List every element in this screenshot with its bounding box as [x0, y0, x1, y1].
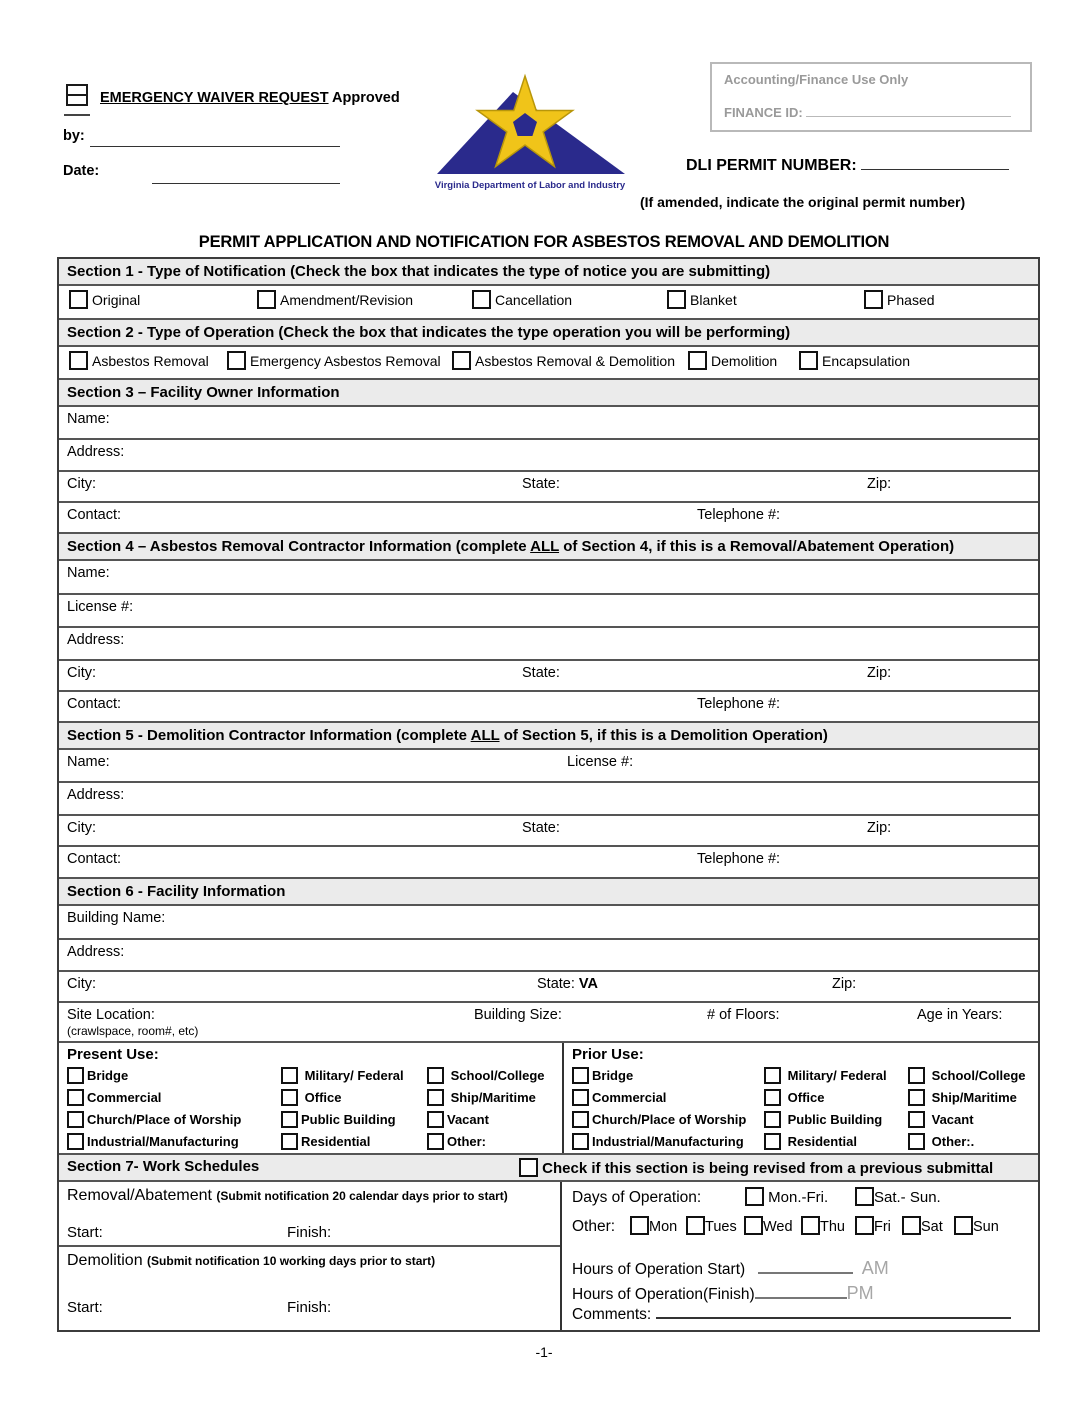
hours-start-line — [572, 1258, 889, 1279]
s6-state-text: State: — [537, 976, 575, 992]
sat-sun-label: Sat.- Sun. — [874, 1189, 941, 1206]
present-residential-label: Residential — [301, 1134, 371, 1149]
s6-state-value: VA — [578, 976, 598, 992]
present-use-cell — [59, 1043, 562, 1153]
checkbox-sun[interactable] — [954, 1216, 973, 1235]
approved-date-line[interactable] — [152, 183, 340, 184]
s4-telephone-label: Telephone #: — [697, 696, 781, 712]
section1-header: Section 1 - Type of Notification (Check the box that indicates the type of notice you are submitting) — [59, 259, 1038, 284]
emergency-waiver-checkbox[interactable] — [66, 84, 88, 106]
prior-military-label: Military/ Federal — [787, 1068, 887, 1083]
s4-address-row[interactable] — [59, 626, 1038, 659]
demolition-schedule — [59, 1245, 560, 1330]
s3-zip-label: Zip: — [867, 476, 892, 492]
s5-name-label: Name: — [67, 754, 110, 770]
schedule-right-cell — [562, 1182, 1038, 1330]
removal-title-line — [67, 1187, 508, 1205]
comments-line — [572, 1306, 1011, 1324]
checkbox-present-other[interactable] — [427, 1133, 444, 1150]
age-label: Age in Years: — [917, 1007, 1003, 1023]
site-location-sub-label: (crawlspace, room#, etc) — [67, 1024, 199, 1038]
s4-license-row[interactable] — [59, 593, 1038, 626]
checkbox-present-bridge[interactable] — [67, 1067, 84, 1084]
checkbox-present-office[interactable] — [281, 1089, 298, 1106]
building-size-label: Building Size: — [474, 1007, 562, 1023]
prior-church-label: Church/Place of Worship — [592, 1112, 747, 1127]
checkbox-blanket[interactable] — [667, 290, 686, 309]
checkbox-asbestos-removal[interactable] — [69, 351, 88, 370]
s5-address-row[interactable] — [59, 781, 1038, 814]
checkbox-present-church[interactable] — [67, 1111, 84, 1128]
checkbox-mon[interactable] — [630, 1216, 649, 1235]
option-asbestos-removal-demolition: Asbestos Removal & Demolition — [475, 353, 676, 369]
prior-use-title: Prior Use: — [572, 1046, 644, 1063]
checkbox-present-ship[interactable] — [427, 1089, 444, 1106]
checkbox-mon-fri[interactable] — [745, 1187, 764, 1206]
s4-name-label: Name: — [67, 565, 110, 581]
emergency-waiver-label: EMERGENCY WAIVER REQUEST — [100, 90, 329, 106]
s6-state-label — [537, 976, 598, 992]
s5-title-all: ALL — [470, 727, 500, 744]
s6-city-label: City: — [67, 976, 96, 992]
s5-address-label: Address: — [67, 787, 125, 803]
prior-bridge-label: Bridge — [592, 1068, 634, 1083]
s5-city-label: City: — [67, 820, 96, 836]
s4-contact-label: Contact: — [67, 696, 121, 712]
dli-permit-label: DLI PERMIT NUMBER: — [686, 157, 857, 174]
s4-name-row[interactable] — [59, 559, 1038, 593]
s5-title-part2: of Section 5, if this is a Demolition Operation) — [499, 727, 828, 744]
option-amendment-revision: Amendment/Revision — [280, 292, 414, 308]
s5-contact-row[interactable] — [59, 845, 1038, 877]
checkbox-present-vacant[interactable] — [427, 1111, 444, 1128]
section3-header: Section 3 – Facility Owner Information — [59, 378, 1038, 405]
hours-finish-input-line[interactable] — [755, 1286, 847, 1299]
removal-finish-label[interactable]: Finish: — [287, 1224, 332, 1241]
checkbox-amendment-revision[interactable] — [257, 290, 276, 309]
floors-label: # of Floors: — [707, 1007, 780, 1023]
section7-body — [59, 1180, 1038, 1330]
option-blanket: Blanket — [690, 292, 737, 308]
s6-building-name-label: Building Name: — [67, 910, 166, 926]
section5-header — [59, 721, 1038, 748]
sat-label: Sat — [921, 1219, 943, 1235]
page-title: PERMIT APPLICATION AND NOTIFICATION FOR ASBESTOS REMOVAL AND DEMOLITION — [198, 233, 890, 251]
checkbox-prior-ship[interactable] — [908, 1089, 925, 1106]
approved-date-label: Date: — [63, 163, 100, 179]
option-cancellation: Cancellation — [495, 292, 573, 308]
prior-other-label: Other:. — [931, 1134, 975, 1149]
s5-name-row[interactable] — [59, 748, 1038, 781]
removal-note: (Submit notification 20 calendar days prior to start) — [216, 1189, 508, 1203]
vdli-logo — [425, 62, 635, 197]
checkbox-demolition[interactable] — [688, 351, 707, 370]
dli-permit-row — [686, 157, 1009, 175]
comments-label: Comments: — [572, 1306, 652, 1323]
prior-public-building-label: Public Building — [787, 1112, 883, 1127]
prior-use-cell — [562, 1043, 1038, 1153]
dli-permit-line[interactable] — [861, 157, 1009, 170]
section6-header: Section 6 - Facility Information — [59, 877, 1038, 904]
s4-state-label: State: — [522, 665, 560, 681]
comments-input-line[interactable] — [656, 1306, 1011, 1319]
present-other-label: Other: — [447, 1134, 486, 1149]
prior-ship-label: Ship/Maritime — [931, 1090, 1017, 1105]
checkbox-present-commercial[interactable] — [67, 1089, 84, 1106]
checkbox-wed[interactable] — [744, 1216, 763, 1235]
use-row — [59, 1041, 1038, 1153]
section7-header — [59, 1153, 1038, 1180]
prior-commercial-label: Commercial — [592, 1090, 667, 1105]
checkbox-sat-sun[interactable] — [855, 1187, 874, 1206]
checkbox-prior-military[interactable] — [764, 1067, 781, 1084]
checkbox-prior-public-building[interactable] — [764, 1111, 781, 1128]
s4-title-all: ALL — [530, 538, 560, 555]
s3-name-label: Name: — [67, 411, 110, 427]
section7-title: Section 7- Work Schedules — [67, 1158, 260, 1175]
present-office-label: Office — [304, 1090, 342, 1105]
demolition-title-line — [67, 1252, 435, 1270]
s6-zip-label: Zip: — [832, 976, 857, 992]
site-location-label: Site Location: — [67, 1007, 155, 1023]
s6-address-row[interactable] — [59, 938, 1038, 970]
checkbox-thu[interactable] — [801, 1216, 820, 1235]
am-label: AM — [861, 1258, 889, 1278]
s6-address-label: Address: — [67, 944, 125, 960]
checkbox-tues[interactable] — [686, 1216, 705, 1235]
s4-city-label: City: — [67, 665, 96, 681]
present-church-label: Church/Place of Worship — [87, 1112, 242, 1127]
option-encapsulation: Encapsulation — [822, 353, 910, 369]
removal-start-label[interactable]: Start: — [67, 1224, 103, 1241]
prior-vacant-label: Vacant — [931, 1112, 974, 1127]
checkbox-asbestos-removal-demolition[interactable] — [452, 351, 471, 370]
checkbox-present-residential[interactable] — [281, 1133, 298, 1150]
checkbox-fri[interactable] — [855, 1216, 874, 1235]
logo-caption: Virginia Department of Labor and Industry — [434, 180, 626, 191]
option-asbestos-removal: Asbestos Removal — [92, 353, 209, 369]
present-public-building-label: Public Building — [301, 1112, 396, 1127]
present-military-label: Military/ Federal — [304, 1068, 404, 1083]
thu-label: Thu — [820, 1219, 845, 1235]
s3-city-row[interactable] — [59, 470, 1038, 501]
option-original: Original — [92, 292, 141, 308]
s3-telephone-label: Telephone #: — [697, 507, 781, 523]
s6-building-name-row[interactable] — [59, 904, 1038, 938]
s5-telephone-label: Telephone #: — [697, 851, 781, 867]
option-phased: Phased — [887, 292, 935, 308]
removal-title: Removal/Abatement — [67, 1187, 212, 1204]
present-school-label: School/College — [450, 1068, 545, 1083]
other-days-label: Other: — [572, 1218, 616, 1235]
present-use-title: Present Use: — [67, 1046, 159, 1063]
s3-address-label: Address: — [67, 444, 125, 460]
checkbox-original[interactable] — [69, 290, 88, 309]
present-ship-label: Ship/Maritime — [450, 1090, 536, 1105]
present-vacant-label: Vacant — [447, 1112, 489, 1127]
checkbox-prior-church[interactable] — [572, 1111, 589, 1128]
section2-options-row — [59, 345, 1038, 378]
s3-state-label: State: — [522, 476, 560, 492]
demolition-finish-label[interactable]: Finish: — [287, 1299, 332, 1316]
checkbox-phased[interactable] — [864, 290, 883, 309]
checkbox-prior-commercial[interactable] — [572, 1089, 589, 1106]
s5-contact-label: Contact: — [67, 851, 121, 867]
checkbox-prior-vacant[interactable] — [908, 1111, 925, 1128]
accounting-box — [710, 62, 1032, 132]
s4-license-label: License #: — [67, 599, 134, 615]
option-emergency-asbestos-removal: Emergency Asbestos Removal — [250, 353, 441, 369]
s3-city-label: City: — [67, 476, 96, 492]
demolition-note: (Submit notification 10 working days prior to start) — [147, 1254, 436, 1268]
tues-label: Tues — [705, 1219, 737, 1235]
checkbox-present-industrial[interactable] — [67, 1133, 84, 1150]
s5-license-label: License #: — [567, 754, 634, 770]
s4-contact-row[interactable] — [59, 690, 1038, 721]
wed-label: Wed — [763, 1219, 793, 1235]
s6-city-row[interactable] — [59, 970, 1038, 1001]
section1-options-row — [59, 284, 1038, 318]
checkbox-prior-school[interactable] — [908, 1067, 925, 1084]
schedule-left-cell — [59, 1182, 562, 1330]
checkbox-prior-residential[interactable] — [764, 1133, 781, 1150]
prior-industrial-label: Industrial/Manufacturing — [592, 1134, 744, 1149]
approved-by-line[interactable] — [90, 146, 340, 147]
section4-header — [59, 532, 1038, 559]
checkbox-prior-industrial[interactable] — [572, 1133, 589, 1150]
hours-start-input-line[interactable] — [758, 1261, 853, 1274]
sun-label: Sun — [973, 1219, 999, 1235]
accounting-title: Accounting/Finance Use Only — [724, 72, 909, 87]
hours-start-label: Hours of Operation Start) — [572, 1261, 746, 1278]
checkbox-prior-office[interactable] — [764, 1089, 781, 1106]
prior-school-label: School/College — [931, 1068, 1026, 1083]
s5-zip-label: Zip: — [867, 820, 892, 836]
mon-label: Mon — [649, 1219, 678, 1235]
demolition-title: Demolition — [67, 1252, 143, 1269]
s4-address-label: Address: — [67, 632, 125, 648]
s3-contact-row[interactable] — [59, 501, 1038, 532]
present-bridge-label: Bridge — [87, 1068, 129, 1083]
finance-id-label — [724, 105, 1018, 120]
days-of-operation-label: Days of Operation: — [572, 1189, 702, 1206]
s6-site-row[interactable] — [59, 1001, 1038, 1041]
s4-title-part1: Section 4 – Asbestos Removal Contractor Information (complete — [67, 538, 531, 555]
present-industrial-label: Industrial/Manufacturing — [87, 1134, 239, 1149]
prior-residential-label: Residential — [787, 1134, 857, 1149]
checkbox-prior-other[interactable] — [908, 1133, 925, 1150]
approved-by-label: by: — [63, 128, 85, 144]
checkbox-section-revised[interactable] — [519, 1158, 538, 1177]
s4-title-part2: of Section 4, if this is a Removal/Abatement Operation) — [559, 538, 955, 555]
s3-contact-label: Contact: — [67, 507, 121, 523]
section7-revision — [519, 1155, 1038, 1180]
s5-city-row[interactable] — [59, 814, 1038, 845]
page-number: -1- — [535, 1344, 553, 1360]
application-form-table — [57, 257, 1040, 1332]
section2-header: Section 2 - Type of Operation (Check the box that indicates the type operation you will be performing) — [59, 318, 1038, 345]
emergency-waiver-title — [100, 90, 400, 106]
s5-title-part1: Section 5 - Demolition Contractor Information (complete — [67, 727, 471, 744]
divider — [64, 114, 90, 116]
checkbox-present-school[interactable] — [427, 1067, 444, 1084]
removal-schedule — [59, 1182, 560, 1245]
s5-state-label: State: — [522, 820, 560, 836]
demolition-start-label[interactable]: Start: — [67, 1299, 103, 1316]
hours-finish-line — [572, 1283, 874, 1304]
s4-zip-label: Zip: — [867, 665, 892, 681]
checkbox-cancellation[interactable] — [472, 290, 491, 309]
finance-id-text: FINANCE ID: — [724, 105, 803, 120]
s3-address-row[interactable] — [59, 438, 1038, 470]
s3-name-row[interactable] — [59, 405, 1038, 438]
approved-label: Approved — [328, 90, 400, 106]
amended-note: (If amended, indicate the original permit number) — [640, 194, 966, 210]
hours-finish-label: Hours of Operation(Finish) — [572, 1286, 755, 1303]
mon-fri-label: Mon.-Fri. — [768, 1189, 829, 1206]
checkbox-encapsulation[interactable] — [799, 351, 818, 370]
checkbox-prior-bridge[interactable] — [572, 1067, 589, 1084]
checkbox-present-public-building[interactable] — [281, 1111, 298, 1128]
pm-label: PM — [846, 1283, 874, 1303]
checkbox-present-military[interactable] — [281, 1067, 298, 1084]
revision-label: Check if this section is being revised from a previous submittal — [542, 1160, 994, 1177]
present-commercial-label: Commercial — [87, 1090, 162, 1105]
finance-id-line[interactable] — [806, 105, 1011, 117]
option-demolition: Demolition — [711, 353, 778, 369]
fri-label: Fri — [874, 1219, 891, 1235]
s4-city-row[interactable] — [59, 659, 1038, 690]
checkbox-emergency-asbestos-removal[interactable] — [227, 351, 246, 370]
checkbox-sat[interactable] — [902, 1216, 921, 1235]
prior-office-label: Office — [787, 1090, 825, 1105]
